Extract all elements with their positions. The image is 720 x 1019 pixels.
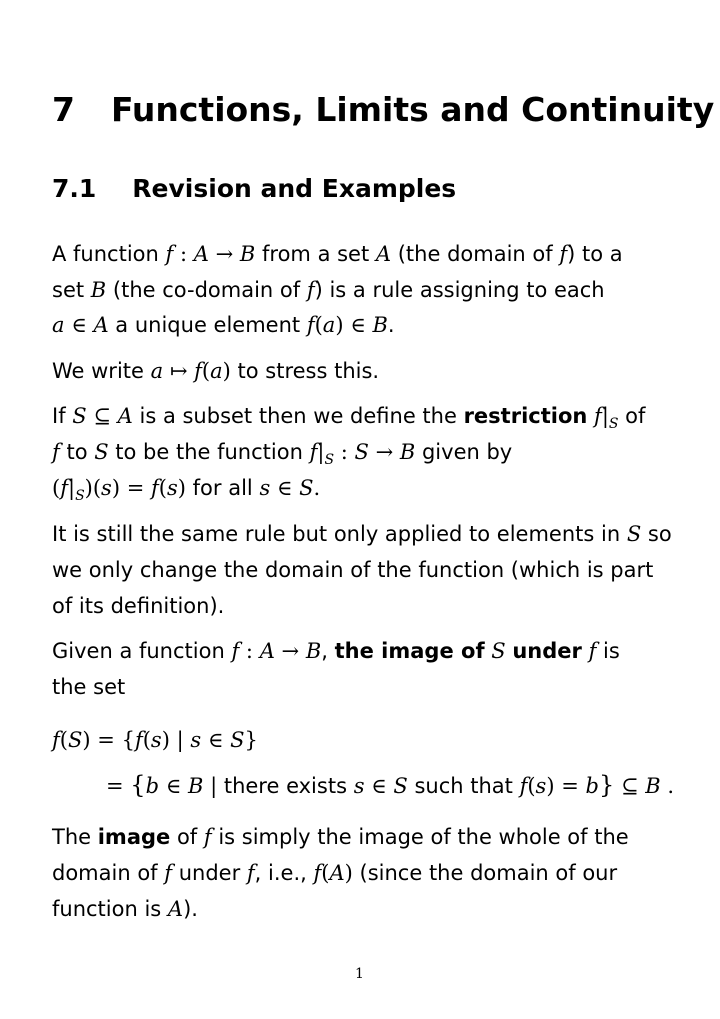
para1-line2: set B (the co-domain of f) is a rule assigning to each [52,278,605,302]
para6-line3: function is A). [52,897,198,921]
restriction-term: restriction [463,404,588,428]
subsection-title: Revision and Examples [132,174,457,203]
display-eq-line2: = {b ∈ B | there exists s ∈ S such that f(s) = b} ⊆ B . [106,771,675,799]
subsection-number: 7.1 [52,174,97,203]
under-term: under [512,639,582,663]
para5-line1: Given a function f : A → B, the image of S under f is [52,639,620,663]
para5-line2: the set [52,675,126,699]
section-number: 7 [52,90,75,129]
image-of-term: the image of [334,639,485,663]
para6-line1: The image of f is simply the image of the whole of the [52,825,629,849]
page-number: 1 [355,966,364,982]
para3-line1: If S ⊆ A is a subset then we define the restriction $f|_S$ of [52,404,646,433]
para3-line3: $(f|_S)(s) = f(s)$ for all s ∈ S. [52,476,321,505]
para4-line3: of its definition). [52,594,225,618]
image-term: image [97,825,171,849]
para1-line1: A function f : A → B from a set A (the domain of f) to a [52,242,623,266]
para4-line1: It is still the same rule but only applied to elements in S so [52,522,672,546]
para2: We write a ↦ f(a) to stress this. [52,359,380,383]
para4-line2: we only change the domain of the function (which is part [52,558,654,582]
section-title: Functions, Limits and Continuity [110,90,715,129]
section-heading [52,90,714,129]
para1-line3: a ∈ A a unique element f(a) ∈ B. [52,313,395,337]
subsection-heading [52,174,456,203]
para3-line2: f to S to be the function $f|_S$ : S → B given by [52,440,513,469]
para6-line2: domain of f under f, i.e., f(A) (since the domain of our [52,861,618,885]
display-eq-line1: f(S) = {f(s) | s ∈ S} [52,728,258,752]
